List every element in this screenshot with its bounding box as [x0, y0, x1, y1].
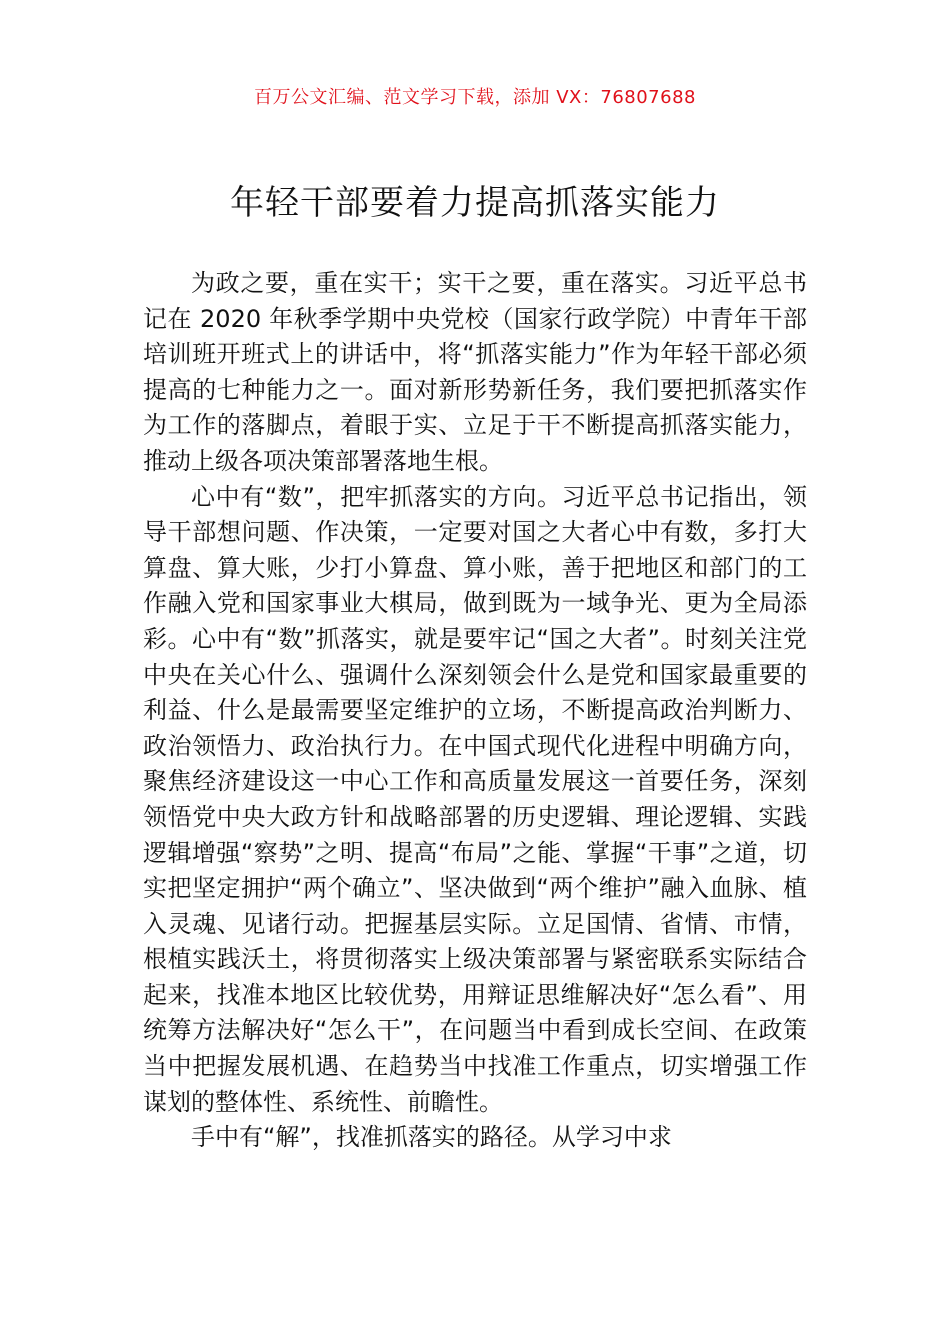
paragraph-intro: 为政之要，重在实干；实干之要，重在落实。习近平总书记在 2020 年秋季学期中央党校（国家行政学院）中青年干部培训班开班式上的讲话中，将“抓落实能力”作为年轻干部必须提高的七种能力之一。面对新形势新任务，我们要把抓落实作为工作的落脚点，着眼于实、立足于干不断提高抓落实能力，推动上级各项决策部署落地生根。 — [143, 269, 807, 475]
paragraph-path: 手中有“解”，找准抓落实的路径。从学习中求 — [191, 1123, 672, 1152]
document-title: 年轻干部要着力提高抓落实能力 — [230, 183, 720, 223]
paragraph-direction: 心中有“数”，把牢抓落实的方向。习近平总书记指出，领导干部想问题、作决策，一定要对国之大者心中有数，多打大算盘、算大账，少打小算盘、算小账，善于把地区和部门的工作融入党和国家事业大棋局，做到既为一域争光、更为全局添彩。心中有“数”抓落实，就是要牢记“国之大者”。时刻关注党中央在关心什么、强调什么深刻领会什么是党和国家最重要的利益、什么是最需要坚定维护的立场，不断提高政治判断力、政治领悟力、政治执行力。在中国式现代化进程中明确方向，聚焦经济建设这一中心工作和高质量发展这一首要任务，深刻领悟党中央大政方针和战略部署的历史逻辑、理论逻辑、实践逻辑增强“察势”之明、提高“布局”之能、掌握“干事”之道，切实把坚定拥护“两个确立”、坚决做到“两个维护”融入血脉、植入灵魂、见诸行动。把握基层实际。立足国情、省情、市情，根植实践沃土，将贯彻落实上级决策部署与紧密联系实际结合起来，找准本地区比较优势，用辩证思维解决好“怎么看”、用统筹方法解决好“怎么干”，在问题当中看到成长空间、在政策当中把握发展机遇、在趋势当中找准工作重点，切实增强工作谋划的整体性、系统性、前瞻性。 — [143, 482, 807, 1116]
document-body — [143, 266, 807, 1156]
promo-header-note: 百万公文汇编、范文学习下载，添加 VX：76807688 — [254, 87, 696, 108]
